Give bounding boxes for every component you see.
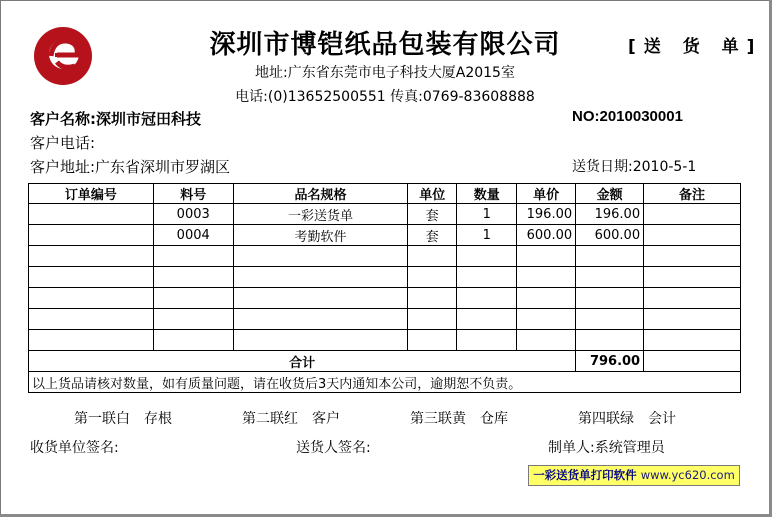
total-label: 合计 (29, 351, 576, 372)
brand-url[interactable]: www.yc620.com (640, 468, 735, 482)
software-brand-badge[interactable] (528, 465, 740, 486)
table-row-empty (29, 309, 741, 330)
column-header: 数量 (457, 184, 517, 204)
cell-remark (644, 225, 741, 246)
cell-order-no (29, 204, 154, 225)
cell-amount: 600.00 (576, 225, 644, 246)
cell-remark (644, 204, 741, 225)
cell-unit: 套 (408, 204, 457, 225)
brand-name: 一彩送货单打印软件 (533, 468, 637, 482)
cell-price: 196.00 (517, 204, 576, 225)
notice-row (29, 372, 741, 393)
copy-label: 第三联黄 仓库 (410, 411, 508, 427)
table-row-empty (29, 267, 741, 288)
cell-unit: 套 (408, 225, 457, 246)
cell-amount: 196.00 (576, 204, 644, 225)
table-header-row (29, 184, 741, 204)
customer-name: 客户名称:深圳市冠田科技 (30, 110, 201, 128)
company-address: 地址:广东省东莞市电子科技大厦A2015室 (255, 65, 515, 81)
column-header: 备注 (644, 184, 741, 204)
cell-name: 一彩送货单 (233, 204, 408, 225)
notice-text: 以上货品请核对数量，如有质量问题，请在收货后3天内通知本公司，逾期恕不负责。 (29, 372, 741, 393)
total-value: 796.00 (576, 351, 644, 372)
ship-date: 送货日期:2010-5-1 (572, 159, 697, 175)
cell-part-no: 0003 (153, 204, 233, 225)
customer-address: 客户地址:广东省深圳市罗湖区 (30, 158, 231, 176)
table-row (29, 204, 741, 225)
table-row-empty (29, 288, 741, 309)
column-header: 单价 (517, 184, 576, 204)
deliverer-signature-label: 送货人签名: (296, 440, 371, 456)
table-row-empty (29, 246, 741, 267)
cell-qty: 1 (457, 225, 517, 246)
receiver-signature-label: 收货单位签名: (30, 440, 119, 456)
company-phone: 电话:(0)13652500551 传真:0769-83608888 (235, 89, 535, 105)
copy-label: 第四联绿 会计 (578, 411, 676, 427)
items-table (28, 183, 741, 393)
document-number: NO:2010030001 (572, 108, 683, 125)
cell-qty: 1 (457, 204, 517, 225)
document-type: [送 货 单] (628, 37, 763, 57)
cell-part-no: 0004 (153, 225, 233, 246)
column-header: 单位 (408, 184, 457, 204)
table-row (29, 225, 741, 246)
maker-label: 制单人:系统管理员 (548, 440, 665, 456)
customer-phone: 客户电话: (30, 134, 96, 152)
copy-label: 第一联白 存根 (74, 411, 172, 427)
company-name: 深圳市博铠纸品包装有限公司 (209, 30, 561, 60)
cell-price: 600.00 (517, 225, 576, 246)
copy-label: 第二联红 客户 (242, 411, 340, 427)
column-header: 金额 (576, 184, 644, 204)
company-logo-icon (33, 26, 93, 86)
cell-order-no (29, 225, 154, 246)
column-header: 订单编号 (29, 184, 154, 204)
column-header: 品名规格 (233, 184, 408, 204)
total-row (29, 351, 741, 372)
cell-name: 考勤软件 (233, 225, 408, 246)
column-header: 料号 (153, 184, 233, 204)
table-row-empty (29, 330, 741, 351)
